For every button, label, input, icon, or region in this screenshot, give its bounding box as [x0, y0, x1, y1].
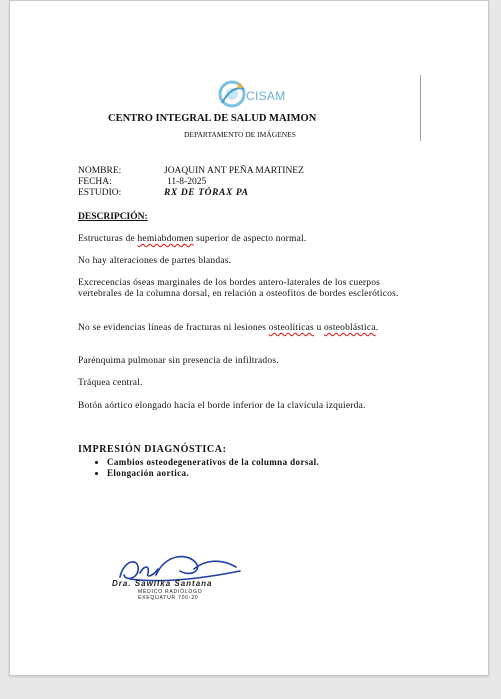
logo-text: CISAM [246, 89, 286, 103]
p4-text-c: u [313, 323, 325, 333]
study-value: RX DE TÓRAX PA [164, 188, 249, 198]
date-row [78, 177, 206, 187]
patient-name-row [78, 166, 304, 176]
description-paragraph-6: Tráquea central. [78, 378, 143, 388]
department-name: DEPARTAMENTO DE IMÁGENES [184, 130, 296, 139]
p1-text-a: Estructuras de [78, 234, 138, 244]
document-page [9, 0, 489, 676]
signature-exequatur: EXEQUATUR 700-20 [138, 595, 199, 601]
p4-misspelled-word-1: osteolíticas [268, 323, 314, 333]
name-value: JOAQUIN ANT PEÑA MARTINEZ [164, 166, 304, 176]
description-paragraph-5: Parénquima pulmonar sin presencia de infiltrados. [78, 356, 279, 366]
description-paragraph-4 [78, 323, 418, 334]
impression-item: • Cambios osteodegenerativos de la columna dorsal. [107, 457, 319, 468]
date-value: 11-8-2025 [167, 177, 207, 187]
study-label: ESTUDIO: [78, 188, 122, 198]
signature-name: Dra. Sawilka Santana [112, 579, 213, 588]
impression-list [78, 457, 319, 479]
center-name: CENTRO INTEGRAL DE SALUD MAIMON [108, 113, 317, 124]
p4-text-e: . [375, 323, 379, 333]
signature-title: MÉDICO RADIÓLOGO [138, 589, 203, 595]
name-label: NOMBRE: [78, 166, 122, 176]
impression-title: IMPRESIÓN DIAGNÓSTICA: [78, 444, 227, 455]
margin-rule [420, 75, 421, 141]
p4-text-a: No se evidencias líneas de fracturas ni lesiones [78, 323, 269, 333]
date-label: FECHA: [78, 177, 112, 187]
p1-misspelled-word: hemiabdomen [137, 234, 194, 244]
cisam-emblem-icon [214, 79, 250, 109]
p4-misspelled-word-2: osteoblástica [324, 323, 376, 333]
cisam-logo [214, 79, 294, 109]
study-row [78, 188, 249, 198]
description-paragraph-1 [78, 234, 418, 245]
p1-text-c: superior de aspecto normal. [193, 234, 307, 244]
description-paragraph-2: No hay alteraciones de partes blandas. [78, 256, 232, 266]
impression-item: • Elongación aortica. [107, 468, 319, 479]
description-title: DESCRIPCIÓN: [78, 212, 148, 222]
description-paragraph-3: Excrecencias óseas marginales de los bordes antero-laterales de los cuerpos vertebrales de la columna dorsal, en relación a osteofitos de bordes escleróticos. [78, 278, 399, 299]
description-paragraph-7: Botón aórtico elongado hacia el borde inferior de la clavícula izquierda. [78, 401, 366, 411]
